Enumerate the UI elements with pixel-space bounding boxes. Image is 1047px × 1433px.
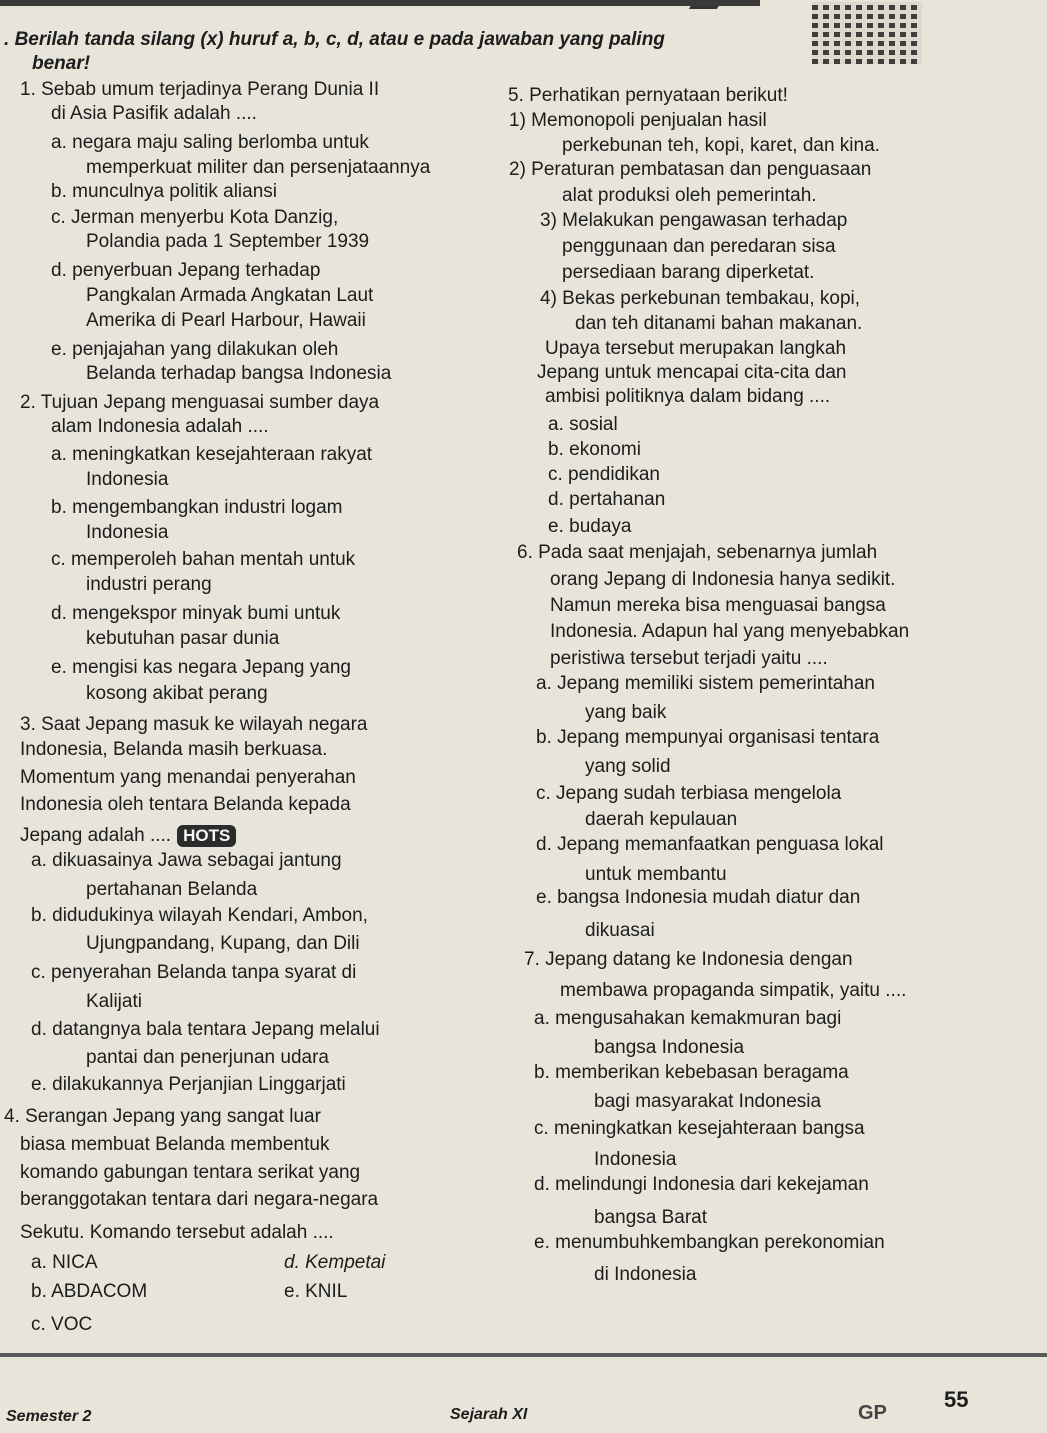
right-text-line: membawa propaganda simpatik, yaitu .... bbox=[560, 980, 907, 1001]
right-text-line: b. memberikan kebebasan beragama bbox=[534, 1062, 849, 1083]
right-text-line: yang baik bbox=[585, 702, 667, 723]
right-text-line: Upaya tersebut merupakan langkah bbox=[545, 338, 847, 359]
left-text-line: Belanda terhadap bangsa Indonesia bbox=[86, 363, 392, 384]
right-text-line: alat produksi oleh pemerintah. bbox=[562, 185, 817, 206]
left-text-line: a. NICA bbox=[31, 1252, 98, 1273]
left-text-line: Indonesia bbox=[86, 469, 169, 490]
footer-semester: Semester 2 bbox=[6, 1408, 92, 1425]
right-text-line: dikuasai bbox=[585, 920, 655, 941]
right-text-line: penggunaan dan peredaran sisa bbox=[562, 236, 836, 257]
left-text-line: b. didudukinya wilayah Kendari, Ambon, bbox=[31, 905, 368, 926]
left-text-line: d. datangnya bala tentara Jepang melalui bbox=[31, 1019, 380, 1040]
right-text-line: persediaan barang diperketat. bbox=[562, 262, 815, 283]
left-text-line: biasa membuat Belanda membentuk bbox=[20, 1134, 330, 1155]
left-text-line: komando gabungan tentara serikat yang bbox=[20, 1162, 361, 1183]
right-text-line: di Indonesia bbox=[594, 1264, 697, 1285]
footer-rule bbox=[0, 1353, 1047, 1357]
left-text-line: Polandia pada 1 September 1939 bbox=[86, 231, 370, 252]
left-text-line: Indonesia oleh tentara Belanda kepada bbox=[20, 794, 351, 815]
left-text-line: di Asia Pasifik adalah .... bbox=[51, 103, 257, 124]
left-text-line: beranggotakan tentara dari negara-negara bbox=[20, 1189, 379, 1210]
right-text-line: peristiwa tersebut terjadi yaitu .... bbox=[550, 648, 828, 669]
right-text-line: c. pendidikan bbox=[548, 464, 660, 485]
top-rule bbox=[0, 0, 760, 6]
left-text-line: Sekutu. Komando tersebut adalah .... bbox=[20, 1222, 334, 1243]
footer-subject: Sejarah XI bbox=[450, 1406, 528, 1423]
left-text-line: b. mengembangkan industri logam bbox=[51, 497, 343, 518]
left-text-line: 4. Serangan Jepang yang sangat luar bbox=[4, 1106, 321, 1127]
left-text-line: b. ABDACOM bbox=[31, 1281, 148, 1302]
left-text-line: 3. Saat Jepang masuk ke wilayah negara bbox=[20, 714, 368, 735]
right-text-line: bangsa Indonesia bbox=[594, 1037, 745, 1058]
right-text-line: 6. Pada saat menjajah, sebenarnya jumlah bbox=[517, 542, 878, 563]
left-text-line: c. VOC bbox=[31, 1314, 93, 1335]
right-text-line: d. pertahanan bbox=[548, 489, 666, 510]
left-text-line: Ujungpandang, Kupang, dan Dili bbox=[86, 933, 360, 954]
left-text-line: d. mengekspor minyak bumi untuk bbox=[51, 603, 341, 624]
left-text-line: a. meningkatkan kesejahteraan rakyat bbox=[51, 444, 373, 465]
right-text-line: bagi masyarakat Indonesia bbox=[594, 1091, 822, 1112]
left-option-line: d. Kempetai bbox=[284, 1252, 386, 1273]
left-text-line: kebutuhan pasar dunia bbox=[86, 628, 280, 649]
left-text-line: e. penjajahan yang dilakukan oleh bbox=[51, 339, 339, 360]
right-text-line: e. bangsa Indonesia mudah diatur dan bbox=[536, 887, 861, 908]
left-text-line: c. Jerman menyerbu Kota Danzig, bbox=[51, 207, 339, 228]
right-text-line: Namun mereka bisa menguasai bangsa bbox=[550, 595, 886, 616]
left-text-line: a. negara maju saling berlomba untuk bbox=[51, 132, 369, 153]
left-text-line: memperkuat militer dan persenjataannya bbox=[86, 157, 431, 178]
right-text-line: c. Jepang sudah terbiasa mengelola bbox=[536, 783, 842, 804]
right-text-line: 1) Memonopoli penjualan hasil bbox=[509, 110, 767, 131]
right-text-line: 2) Peraturan pembatasan dan penguasaan bbox=[509, 159, 872, 180]
right-text-line: e. menumbuhkembangkan perekonomian bbox=[534, 1232, 885, 1253]
left-option-line: e. KNIL bbox=[284, 1281, 348, 1302]
left-text-line: Pangkalan Armada Angkatan Laut bbox=[86, 285, 374, 306]
right-text-line: c. meningkatkan kesejahteraan bangsa bbox=[534, 1118, 865, 1139]
left-text-line: pertahanan Belanda bbox=[86, 879, 258, 900]
right-text-line: a. Jepang memiliki sistem pemerintahan bbox=[536, 673, 875, 694]
right-text-line: 7. Jepang datang ke Indonesia dengan bbox=[524, 949, 853, 970]
right-text-line: 3) Melakukan pengawasan terhadap bbox=[540, 210, 848, 231]
left-text-line: industri perang bbox=[86, 574, 212, 595]
right-text-line: 4) Bekas perkebunan tembakau, kopi, bbox=[540, 288, 861, 309]
left-text-line: 1. Sebab umum terjadinya Perang Dunia II bbox=[20, 79, 380, 100]
right-text-line: e. budaya bbox=[548, 516, 632, 537]
left-text-line: Jepang adalah .... HOTS bbox=[20, 824, 236, 848]
hots-badge: HOTS bbox=[177, 825, 236, 847]
left-text-line: b. munculnya politik aliansi bbox=[51, 181, 278, 202]
right-text-line: daerah kepulauan bbox=[585, 809, 738, 830]
publisher-logo: GP bbox=[858, 1402, 887, 1424]
left-text-line: Momentum yang menandai penyerahan bbox=[20, 767, 356, 788]
right-text-line: Indonesia bbox=[594, 1149, 677, 1170]
right-text-line: a. sosial bbox=[548, 414, 618, 435]
left-text-line: Indonesia bbox=[86, 522, 169, 543]
left-text-line: Amerika di Pearl Harbour, Hawaii bbox=[86, 310, 366, 331]
right-text-line: b. Jepang mempunyai organisasi tentara bbox=[536, 727, 880, 748]
right-text-line: Jepang untuk mencapai cita-cita dan bbox=[537, 362, 847, 383]
left-text-line: a. dikuasainya Jawa sebagai jantung bbox=[31, 850, 342, 871]
right-text-line: Indonesia. Adapun hal yang menyebabkan bbox=[550, 621, 910, 642]
left-text-line: c. penyerahan Belanda tanpa syarat di bbox=[31, 962, 357, 983]
left-text-line: e. dilakukannya Perjanjian Linggarjati bbox=[31, 1074, 346, 1095]
left-text-line: kosong akibat perang bbox=[86, 683, 268, 704]
right-text-line: dan teh ditanami bahan makanan. bbox=[575, 313, 863, 334]
page-number: 55 bbox=[944, 1387, 969, 1412]
right-text-line: ambisi politiknya dalam bidang .... bbox=[545, 386, 831, 407]
left-text-line: 2. Tujuan Jepang menguasai sumber daya bbox=[20, 392, 380, 413]
left-text-line: alam Indonesia adalah .... bbox=[51, 416, 269, 437]
right-text-line: a. mengusahakan kemakmuran bagi bbox=[534, 1008, 842, 1029]
left-text-line: Kalijati bbox=[86, 991, 142, 1012]
left-text-line: c. memperoleh bahan mentah untuk bbox=[51, 549, 356, 570]
right-text-line: 5. Perhatikan pernyataan berikut! bbox=[508, 85, 788, 106]
right-text-line: b. ekonomi bbox=[548, 439, 641, 460]
right-text-line: d. melindungi Indonesia dari kekejaman bbox=[534, 1174, 869, 1195]
top-dash-mark bbox=[685, 6, 718, 15]
right-text-line: d. Jepang memanfaatkan penguasa lokal bbox=[536, 834, 884, 855]
right-text-line: untuk membantu bbox=[585, 864, 727, 885]
right-text-line: perkebunan teh, kopi, karet, dan kina. bbox=[562, 135, 880, 156]
left-text-line: d. penyerbuan Jepang terhadap bbox=[51, 260, 321, 281]
left-text-line: pantai dan penerjunan udara bbox=[86, 1047, 329, 1068]
qr-code-image bbox=[812, 2, 922, 64]
right-text-line: bangsa Barat bbox=[594, 1207, 708, 1228]
left-text-line: Indonesia, Belanda masih berkuasa. bbox=[20, 739, 328, 760]
right-text-line: orang Jepang di Indonesia hanya sedikit. bbox=[550, 569, 896, 590]
left-text-line: e. mengisi kas negara Jepang yang bbox=[51, 657, 351, 678]
right-text-line: yang solid bbox=[585, 756, 671, 777]
instruction-text: . Berilah tanda silang (x) huruf a, b, c, d, atau e pada jawaban yang paling benar! bbox=[4, 29, 665, 74]
